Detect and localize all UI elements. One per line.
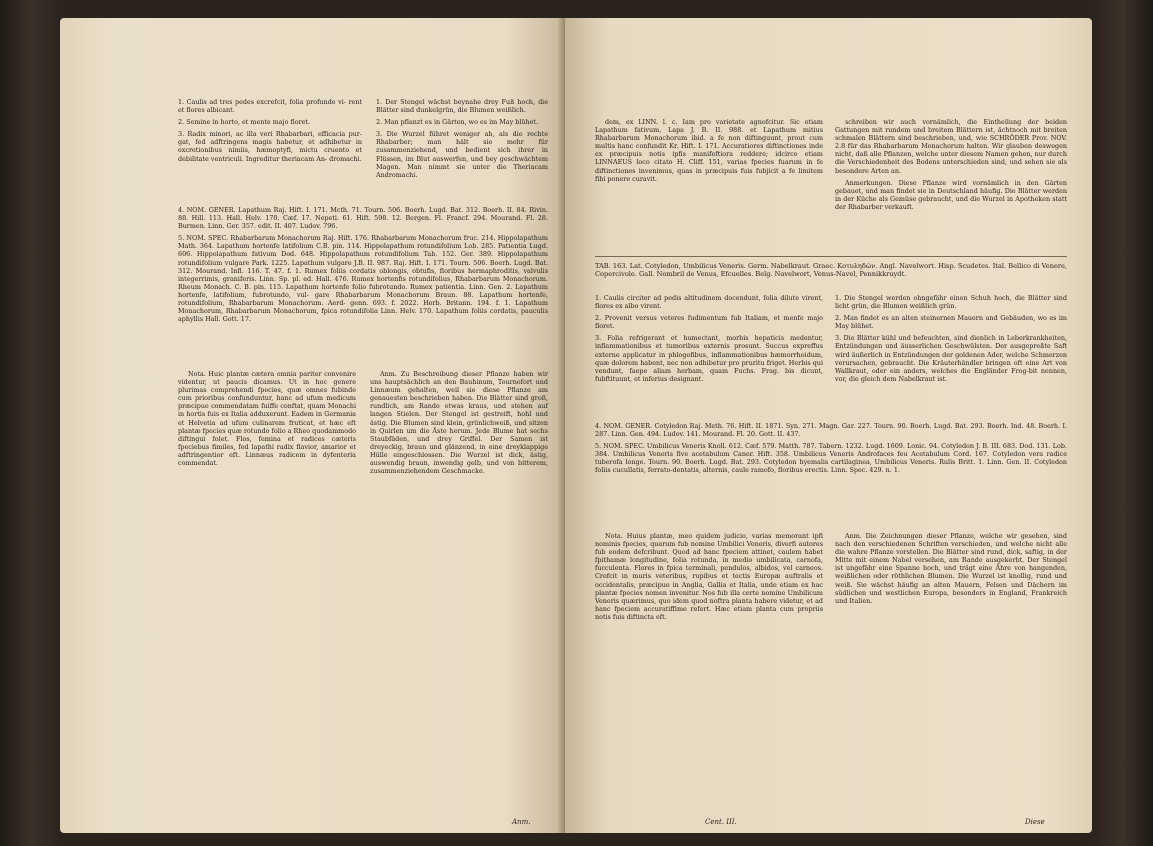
left-german-item-2: 2. Man pflanzt es in Gärten, wo es im May blühet. <box>376 118 538 127</box>
tab-header-text: TAB. 163. Lat. Cotyledon, Umbilicus Veneris. Germ. Nabelkraut. Graec. Κοτυληδών. Angl. Navelwort. Hisp. Scudetes. Ital. Bellico di Venere, Copercivole. Gall. Nombril de Venus, Efcuelles. Belg. Navelwort, Venus-Navel, Pennikkruydt. <box>595 262 1067 279</box>
left-nota-text: Nota. Huic plantæ cætera omnia pariter convenire videntur, ut paucis dicamus. Ut in hoc genere plurimas comprehendi fpecies, quæ omnes fubinde cum prioribus confunduntur, hanc ad ufum medicum præcipue commendatam fuiffe conftat, quam Monachi in hortis fuis ex Italia adduxerunt. Eadem in Germania et Helvetia ad ufum culinarem fruticat, et hæc eft plantæ fpecies quæ rotundo folio a Rheo quodammodo diftingui folet. Flos, femina et radices cæteris fpeciebus fimiles, fed lapathi radix flavior, amarior et adftringentior eft. Linnæus radicem in dyfenteria commendat. <box>178 370 357 468</box>
tab-header <box>595 262 1067 283</box>
right-entry-5: 5. NOM. SPEC. Umbilicus Veneris Knoll. 612. Cæf. 579. Matth. 787. Tabern. 1232. Lugd. 1609. Lonic. 94. Cotyledon J. B. III. 683. Dod. 131. Lob. 384. Umbilicus Veneris five acetabulum Caner. Hift. 358. Umbilicus Veneris Androfaces feu Acetabulum Cord. 167. Cotyledon vera radice tuberofa longe. Tourn. 90. Boerh. Lugd. Bat. 293. Cotyledon hyemalis cartilaginea, Umbilicus Veneris. Rulis Britt. 1. Linn. Gen. II. Cotyledon foliis cucullatis, ferrato-dentatis, alternis, caule ramofo, floribus erectis. Linn. Spec. 429. n. 1. <box>595 442 1067 475</box>
right-anm-text: Anm. Die Zeichnungen dieser Pflanze, welche wir gesehen, sind nach den verschiedenen Schriften verschieden, und welche nicht alle die wahre Pflanze vorstellen. Die Blätter sind rund, dick, saftig, in der Mitte mit einem Nabel versehen, am Rande ausgekerbt. Der Stengel ist ungefähr eine Spanne hoch, und trägt eine Ähre von hangenden, weißlichen oder röthlichen Blumen. Die Wurzel ist knollig, rund und weiß. Sie wächst häufig an alten Mauern, Felsen und Dächern im südlichen und westlichen Europa, besonders in England, Frankreich und Italien. <box>835 532 1067 605</box>
right-entry-4: 4. NOM. GENER. Cotyledon Raj. Meth. 76. Hift. II. 1871. Syn. 271. Magn. Gar. 227. Tourn. 90. Boerh. Lugd. Bat. 293. Boerh. Ind. 48. Boerh. I. 287. Linn. Gen. 494. Ludov. 141. Mourand. Fl. 20. Gott. II. 437. <box>595 422 1067 439</box>
left-page <box>60 18 565 833</box>
left-anm-text: Anm. Zu Beschreibung dieser Pflanze haben wir uns hauptsächlich an den Bauhinum, Tournefort und Linnæum gehalten, weil sie diese Pflanze am genauesten beschrieben haben. Die Blätter sind groß, rundlich, am Rande etwas kraus, und stehen auf langen Stielen. Der Stengel ist gestreift, hohl und ästig. Die Blumen sind klein, grünlichweiß, und sitzen in Quirlen um die Äste herum. Jede Blume hat sechs Staubfäden, und drey Griffel. Der Samen ist dreyeckig, braun und glänzend, in eine dreyklappige Hülle eingeschlossen. Die Wurzel ist dick, ästig, auswendig braun, inwendig gelb, und von bitterem, zusammenziehendem Geschmacke. <box>370 370 548 476</box>
right-german-commentary <box>835 532 1067 609</box>
right-latin-item-1: 1. Caulis circiter ad pedis altitudinem docendunt, folia dilute virent, flores ex albo virent. <box>595 294 823 311</box>
right-latin-item-3: 3. Folia refrigerant et humectant, morbis hepaticis medentur, inflammationibus et tumoribus externis prosunt. Succus expreffus externe applicatur in phlogofibus, inflammationibus hæmorrhoidum, quæ dolorem habent, nec non adhibetur pro pruritu friget. Herbis qui vendunt, faepe aliam herbam, quam Fuchs. Frag. bis dicunt, fubftituunt, et inferius designant. <box>595 334 823 383</box>
right-num-latin <box>595 294 823 387</box>
right-entries <box>595 422 1067 479</box>
left-nota-latin <box>178 370 356 471</box>
left-top-latin <box>178 98 362 167</box>
right-top-german-text: schreiben wir auch vornämlich, die Eintheilung der beiden Gattungen mit rundem und breitem Blättern ist, ächtnoch mit breiten schmalen Blättern sind beschrieben, und, wie SCHRÖDER Prov. NOV. 2.8 für das Rhabarbarum Monachorum halten. Wir glauben deswegen nicht, daß alle Pflanzen, welche unter diesem Namen gehen, nur durch die Verschiedenheit des Bodens unterschieden sind, und sehen sie als besondere Arten an. <box>835 118 1067 175</box>
right-num-german <box>835 294 1067 387</box>
left-top-german <box>376 98 548 183</box>
left-german-commentary <box>370 370 548 479</box>
left-entry-5: 5. NOM. SPEC. Rhabarbarum Monachorum Raj. Hift. 176. Rhabarbarum Monachorum fruc. 214. Hippolapathum Math. 364. Lapathum hortenfe latifolium C.B. pin. 114. Hippolapathum rotundifolium Lob. 285. Patientia Lugd. 606. Hippolapathum fativum Dod. 648. Hippolapathum rotundifolium Tab. 152. Ger. 389. Hippolapathum rotundifolium vulgare Park. 1225. Lapathum vulgare J.B. II. 987. Raj. Hift. I. 171. Tourn. 506. Boerh. Lugd. Bat. 312. Mourand. Infl. 116. T. 47. f. 1. Rumex foliis cordatis oblongis, obtufis, floribus hermaphroditis, valvulis integerrimis, graniferis. Linn. Sp. pl. ed. Hall. 476. Rumex hortenfis rotundifolius, Rhabarbarum Monachorum. Rheum Monach. C. B. pin. 115. Lapathum hortenfe folio fubrotundo. Rumex patientia. Linn. Gen. 2. Lapathum hortenfe, latifolium, fubrotundo, vul- gare Rhabarbarum Monachorum Braun. 88. Lapathum hortenfe, rotundifolium, Rhabarbarum Monachorum. Aerd- genn. 693. f. 2022. Herb. Britann. 194. f. 1. Lapathum Monachorum, Rhabarbarum Monachorum, fpica rotundifolia Linn. Helv. 170. Lapathum foliis cordatis, pauculis aphyllis Hall. Gott. 17. <box>178 234 548 324</box>
right-german-item-1: 1. Die Stengel werden ohngefähr einen Schuh hoch, die Blätter sind licht grün, die Blumen weißlich grün. <box>835 294 1067 311</box>
left-entries <box>178 206 548 327</box>
left-entry-4: 4. NOM. GENER. Lapathum Raj. Hift. I. 171. Mcth. 71. Tourn. 506. Boerh. Lugd. Bat. 312. Boerh. II. 84. Rivin. 88. Hill. 113. Hall. Helv. 170. Cæf. 17. Nepeti. 61. Hift. 598. 12. Bergen. Fl. Francf. 294. Mourand. Fl. 28. Burmen. Linn. Ger. 357. edit. II. 407. Ludov. 796. <box>178 206 548 231</box>
left-german-item-1: 1. Der Stengel wächst beynahe drey Fuß hoch, die Blätter sind dunkelgrün, die Blumen weißlich. <box>376 98 548 115</box>
right-latin-item-2: 2. Provenit versus veteres fudimentum fub Italiam, et menfe majo floret. <box>595 314 823 331</box>
signature-mark: Cent. III. <box>705 818 737 826</box>
left-latin-item-3: 3. Radix minori, ac illa veri Rhabarbari, efficacia pur- gat, fed adftringens magis habetur, et adhibetur in excretionibus nimiis, hæmoptyfi, mictu cruento et debilitate ventriculi. Ingreditur theriacam An- dromachi. <box>178 130 362 163</box>
right-page <box>565 18 1092 833</box>
right-top-german <box>835 118 1067 215</box>
left-latin-item-1: 1. Caulis ad tres pedes excrefcit, folia profunde vi- rent et flores albicant. <box>178 98 362 115</box>
right-german-item-2: 2. Man findet es an alten steinernen Mauern und Gebäuden, wo es im May blühet. <box>835 314 1067 331</box>
left-german-item-3: 3. Die Wurzel führet weniger ab, als die rechte Rhabarber; man hält sie mehr für zusammenziehend, und bedient sich ihrer in Flüssen, im Blut auswerfen, und bey geschwächtem Magen. Man nimmt sie unter die Theriacam Andromachi. <box>376 130 548 179</box>
right-top-latin-text: dem, ex LINN. l. c. Iam pro varietate agnofcitur. Sic etiam Lapathum fativum, Lapa J. B. II. 988. et Lapathum mitius Rhabarbarum Monachorum ibid. a fe non diftinguunt, prout cum multis hanc confundit Kr. Hift. I. 171. Accuratiores diftinctiones inde ex præcipuis notis ipfis manifeftiora reddere; idcirco etiam LINNAEUS loco citato H. Cliff. 151, varias fpecies fuarum in fe diftinctiones invenimus, quas in præcipuis fuis fubjicit a fe limitem fibi ponere curavit. <box>595 118 823 183</box>
right-nota-latin <box>595 532 823 625</box>
right-nota-german: Anmerkungen. Diese Pflanze wird vornämlich in den Gärten gebauet, und man findet sie in Deutschland häufig. Die Blätter werden in der Küche als Gemüse gebraucht, und die Wurzel in Apotheken statt der Rhabarber verkauft. <box>835 178 1067 211</box>
section-divider <box>595 256 1067 257</box>
left-latin-item-2: 2. Semine in horto, et mente majo floret. <box>178 118 311 127</box>
right-nota-text: Nota. Huius plantæ, meo quidem judicio, varias memorant ipfi nominis fpecies, quarum fub nomine Umbilici Veneris, diverfi autores fub eodem defcribunt. Quod ad hanc fpeciem attinet, caulem habet fpithamæ longitudine, folia rotunda, in medio umbilicata, carnofa, fucculenta. Flores in fpica terminali, pendulos, albidos, vel carneos. Crefcit in muris veteribus, rupibus et tectis Europæ auftralis et occidentalis, præcipue in Anglia, Gallia et Italia, unde etiam ex hac plantæ fpecies nomen invenitur. Nos fub illa certe nomine Umbilicum Veneris quærimus, quo idem quod noftra planta habere videtur, et ad hanc fpeciem accuratiffime refert. Hæc etiam planta cum propriis notis fuis diftincta eft. <box>595 532 823 621</box>
right-catchword: Diese <box>1025 818 1045 826</box>
right-german-item-3: 3. Die Blätter kühl und befeuchten, sind dienlich in Leberkrankheiten, Entzündungen und äusserlichen Geschwülsten. Der ausgepreßte Saft wird äußerlich in Entzündungen der goldenen Ader, welche Schmerzen verursachen, gebraucht. Die Kräuterhändler bringen oft eine Art von Wallkraut, oder ein anders, welches die Engländer Frog-bit nennen, vor, die gleich dem Nabelkraut ist. <box>835 334 1067 383</box>
left-catchword: Anm. <box>512 818 531 826</box>
right-top-latin <box>595 118 823 187</box>
